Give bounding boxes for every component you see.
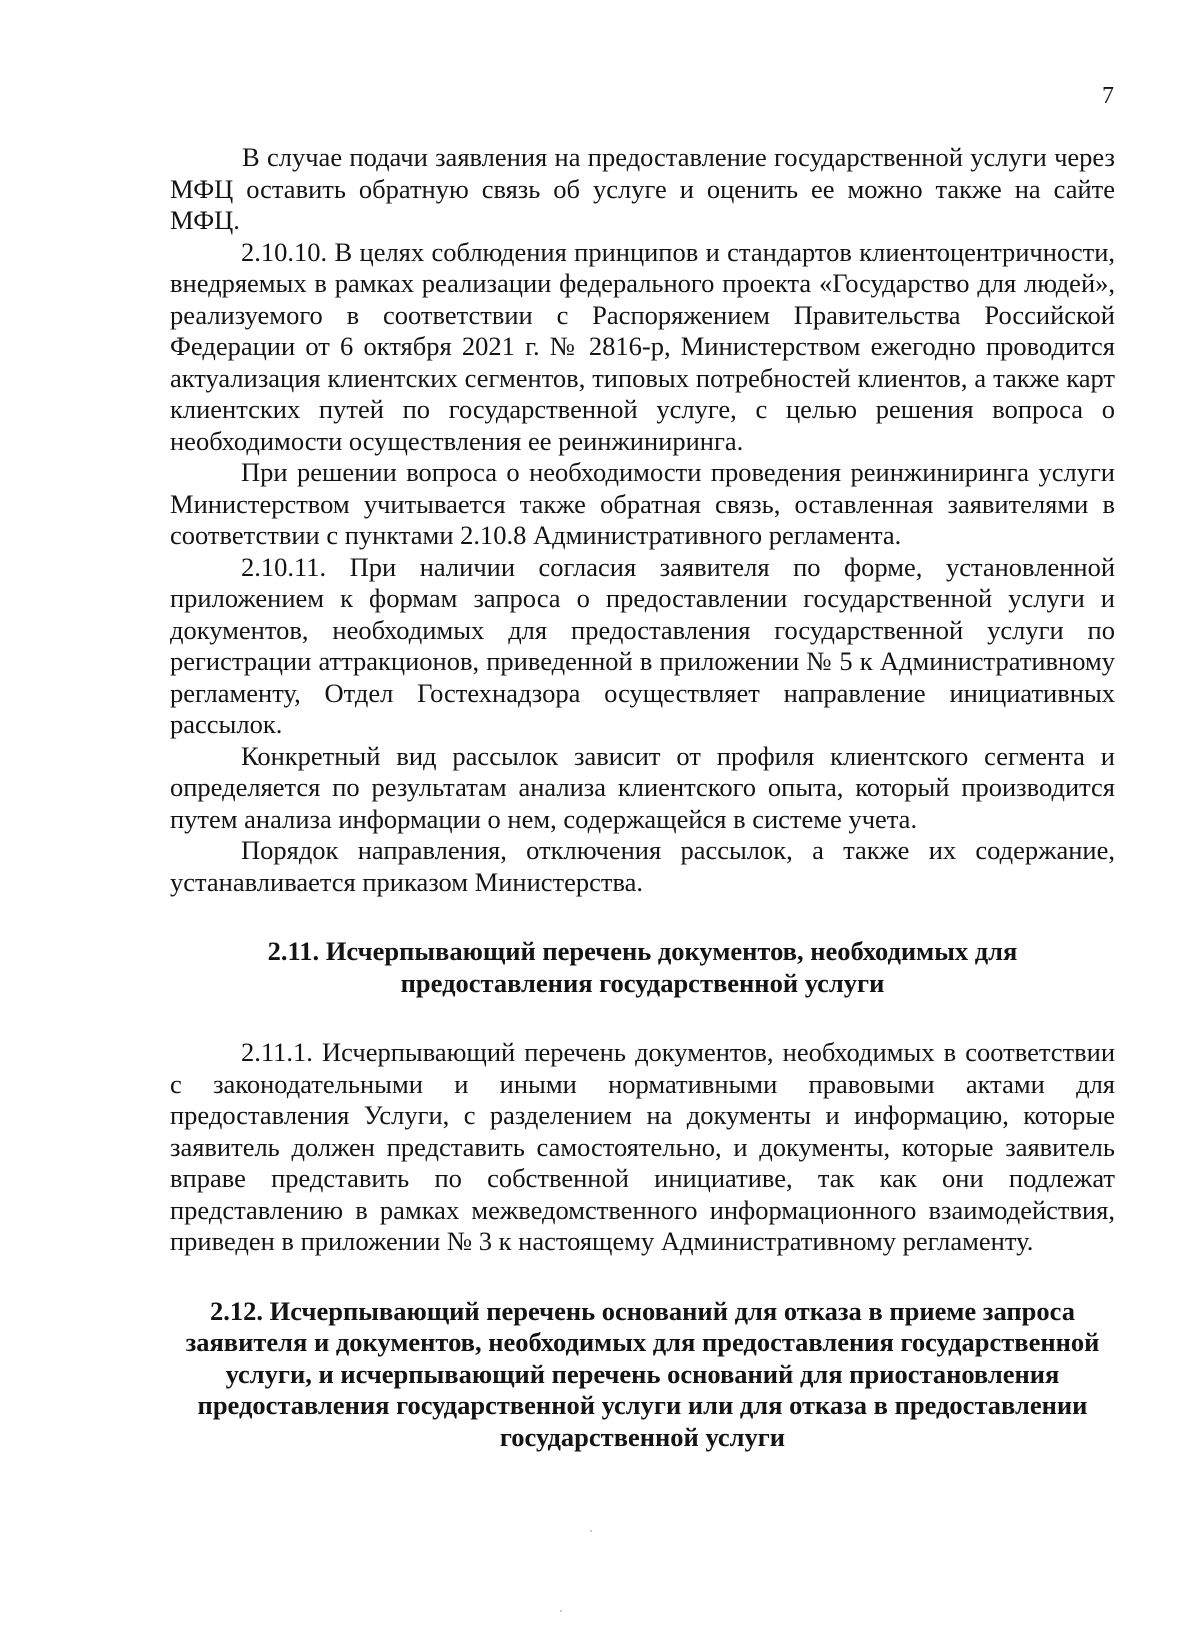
page-number: 7 [1102, 83, 1114, 109]
paragraph-mailing-type: Конкретный вид рассылок зависит от профиля клиентского сегмента и определяется по результатам анализа клиентского опыта, который производится путем анализа информации о нем, содержащейся в системе учета. [170, 740, 1115, 834]
paragraph-2-11-1: 2.11.1. Исчерпывающий перечень документов, необходимых в соответствии с законодательными и иными нормативными правовыми актами для предоставления Услуги, с разделением на документы и информацию, которые заявитель должен представить самостоятельно, и документы, которые заявитель вправе представить по собственной инициативе, так как они подлежат представлению в рамках межведомственного информационного взаимодействия, приведен в приложении № 3 к настоящему Административному регламенту. [170, 1037, 1115, 1256]
paragraph-reengineering-decision: При решении вопроса о необходимости проведения реинжиниринга услуги Министерством учитывается также обратная связь, оставленная заявителями в соответствии с пунктами 2.10.8 Административного регламента. [170, 457, 1115, 550]
paragraph-mfc-feedback: В случае подачи заявления на предоставление государственной услуги через МФЦ оставить обратную связь об услуге и оценить ее можно также на сайте МФЦ. [170, 142, 1115, 235]
scan-speck [590, 1530, 592, 1532]
scan-speck [560, 1610, 562, 1612]
paragraph-mailing-order: Порядок направления, отключения рассылок, а также их содержание, устанавливается приказом Министерства. [170, 835, 1115, 897]
paragraph-2-10-11: 2.10.11. При наличии согласия заявителя по форме, установленной приложением к формам запроса о предоставлении государственной услуги и документов, необходимых для предоставления государственной услуги по регистрации аттракционов, приведенной в приложении № 5 к Административному регламенту, Отдел Гостехнадзора осуществляет направление инициативных рассылок. [170, 551, 1115, 739]
section-heading-2-11: 2.11. Исчерпывающий перечень документов, необходимых для предоставления государственной услуги [267, 936, 1018, 998]
document-body [170, 142, 1115, 1453]
section-heading-2-12: 2.12. Исчерпывающий перечень оснований для отказа в приеме запроса заявителя и документов, необходимых для предоставления государственной услуги, и исчерпывающий перечень оснований для приостановления предоставления государственной услуги или для отказа в предоставлении государственной услуги [185, 1295, 1100, 1452]
paragraph-2-10-10: 2.10.10. В целях соблюдения принципов и стандартов клиентоцентричности, внедряемых в рамках реализации федерального проекта «Государство для людей», реализуемого в соответствии с Распоряжением Правительства Российской Федерации от 6 октября 2021 г. № 2816-р, Министерством ежегодно проводится актуализация клиентских сегментов, типовых потребностей клиентов, а также карт клиентских путей по государственной услуге, с целью решения вопроса о необходимости осуществления ее реинжиниринга. [170, 236, 1115, 456]
